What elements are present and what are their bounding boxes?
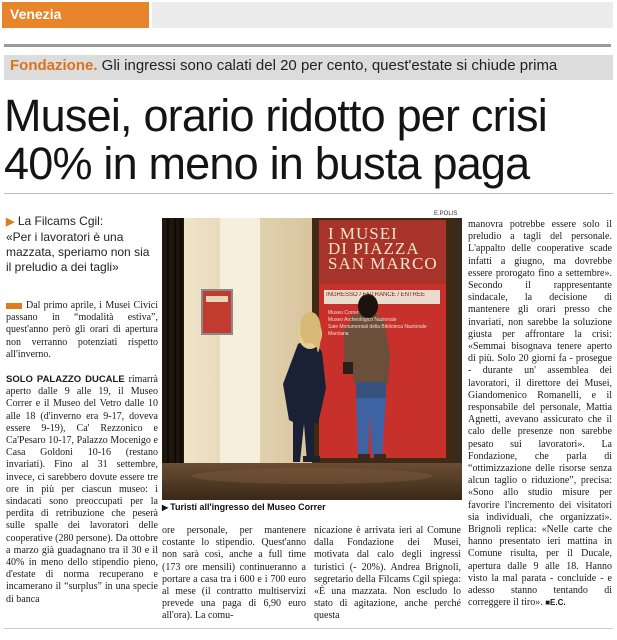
headline-line-2: 40% in meno in busta paga (4, 138, 530, 189)
paragraph-lead: SOLO PALAZZO DUCALE (6, 374, 125, 385)
article-column-2: ore personale, per mantenere costante lo stipendio. Quest'anno non sarà così, anche a full time (173 ore mensili) continueranno a portare a casa tra i 600 e i 700 euro al mese (il contratto multiservizi prevede una paga di 6,90 euro all'ora). La comu- (162, 525, 306, 622)
author-signature: ■E.C. (545, 598, 566, 608)
article-column-3: nicazione è arrivata ieri al Comune dalla Fondazione dei Musei, motivata dal calo degli ingressi turistici (- 20%). Andrea Brignoli, segretario della Filcams Cgil spiega: «È una mazzata. Non escludo lo stato di agitazione, anche perché questa (314, 525, 461, 622)
article-intro (6, 300, 158, 361)
banner-museum: Museo Correr (328, 310, 359, 316)
banner-museum: Museo Archeologico Nazionale (328, 317, 397, 323)
intro-text: Dal primo aprile, i Musei Civici passano in “modalità estiva”, quest'anno però gli orari di apertura non verranno potenziati rispetto all'inverno. (6, 300, 158, 360)
article-column-1 (6, 374, 158, 606)
article-column-4 (468, 219, 612, 610)
banner-title (328, 226, 440, 271)
pull-quote (6, 214, 156, 275)
kicker-label: Fondazione. (10, 57, 98, 74)
section-header (2, 2, 149, 28)
photo-credit: E.POLIS (434, 211, 458, 217)
banner-line: I MUSEI (328, 224, 398, 243)
paragraph-text: rimarrà aperto dalle 9 alle 19, il Museo Correr e il Museo del Vetro dalle 10 alle 18 (d'inverno era 9-17, doveva essere 9-19), Ca' Rezzonico e Ca'Pesaro 10-17, Palazzo Mocenigo e Casa Goldoni 10-16 (restano invariati). Fino al 31 settembre, invece, ci sarebbero dovute essere tre ore in più per ciascun museo: i sindacati sono preoccupati per la perdita di retribuzione che peserà sulle spalle dei lavoratori delle cooperative (280 persone). Da ottobre a marzo già guadagnano tra il 30 e il 40% in meno dello stipendio pieno, d'estate di norma recuperano e incamerano il “surplus” in una specie di banca (6, 374, 158, 605)
kicker-text: Gli ingressi sono calati del 20 per cento, quest'estate si chiude prima (97, 57, 558, 74)
signature-initials: E.C. (550, 598, 566, 608)
paragraph-marker (6, 303, 22, 309)
photo-caption (162, 502, 462, 512)
headline-line-1: Musei, orario ridotto per crisi (4, 90, 547, 141)
kicker (10, 57, 557, 74)
banner-museums (328, 310, 438, 338)
banner-museum: Sale Monumentali della Biblioteca Nazionale Marciana (328, 324, 427, 337)
column-text: manovra potrebbe essere solo il preludio a tagli del personale. L'appalto delle cooperative scade infatti a giugno, ma dovrebbe essere prorogato fino a settembre». Secondo il rappresentante sindacale, la decisione di mantenere gli orari presso che invariati, non sarebbe la soluzione giusta per affrontare la crisi: «Semmai bisognava tenere aperto di più. Solo 20 giorni fa - prosegue - durante un' assemblea dei lavoratori, il direttore dei Musei, Giandomenico Romanelli, e il responsabile del personale, Mattia Agnetti, avevano assicurato che il calo delle presenze non sarebbe pesato sui lavoratori». La Fondazione, che parla di “ottimizzazione delle risorse senza alcun taglio o riduzione”, precisa: «Sono allo studio misure per favorire l'incremento dei visitatori sia individuali, che organizzati». Brignoli replica: «Nelle carte che hanno presentato ieri mattina in Comune risulta, per il Ducale, apertura dalle 9 alle 18. Hanno visto la mal parata - concluide - e adesso stanno tentando di correggere il tiro». (468, 219, 612, 609)
banner-line: SAN MARCO (328, 254, 438, 273)
banner-entrance: INGRESSO / ENTRANCE / ENTRÉE (326, 292, 426, 298)
photo (162, 218, 462, 500)
quote-text: «Per i lavoratori è una mazzata, speriamo non sia il preludio a dei tagli» (6, 230, 150, 274)
caption-text: Turisti all'ingresso del Museo Correr (170, 502, 326, 512)
divider (4, 193, 613, 194)
section-name: Venezia (10, 6, 62, 22)
divider (4, 44, 611, 47)
arrow-icon: ▶ (6, 216, 15, 228)
section-rule (152, 2, 613, 28)
quote-source: La Filcams Cgil: (17, 214, 104, 228)
banner-line: DI PIAZZA (328, 239, 420, 258)
divider (4, 628, 613, 629)
caption-marker-icon: ▶ (162, 503, 169, 512)
